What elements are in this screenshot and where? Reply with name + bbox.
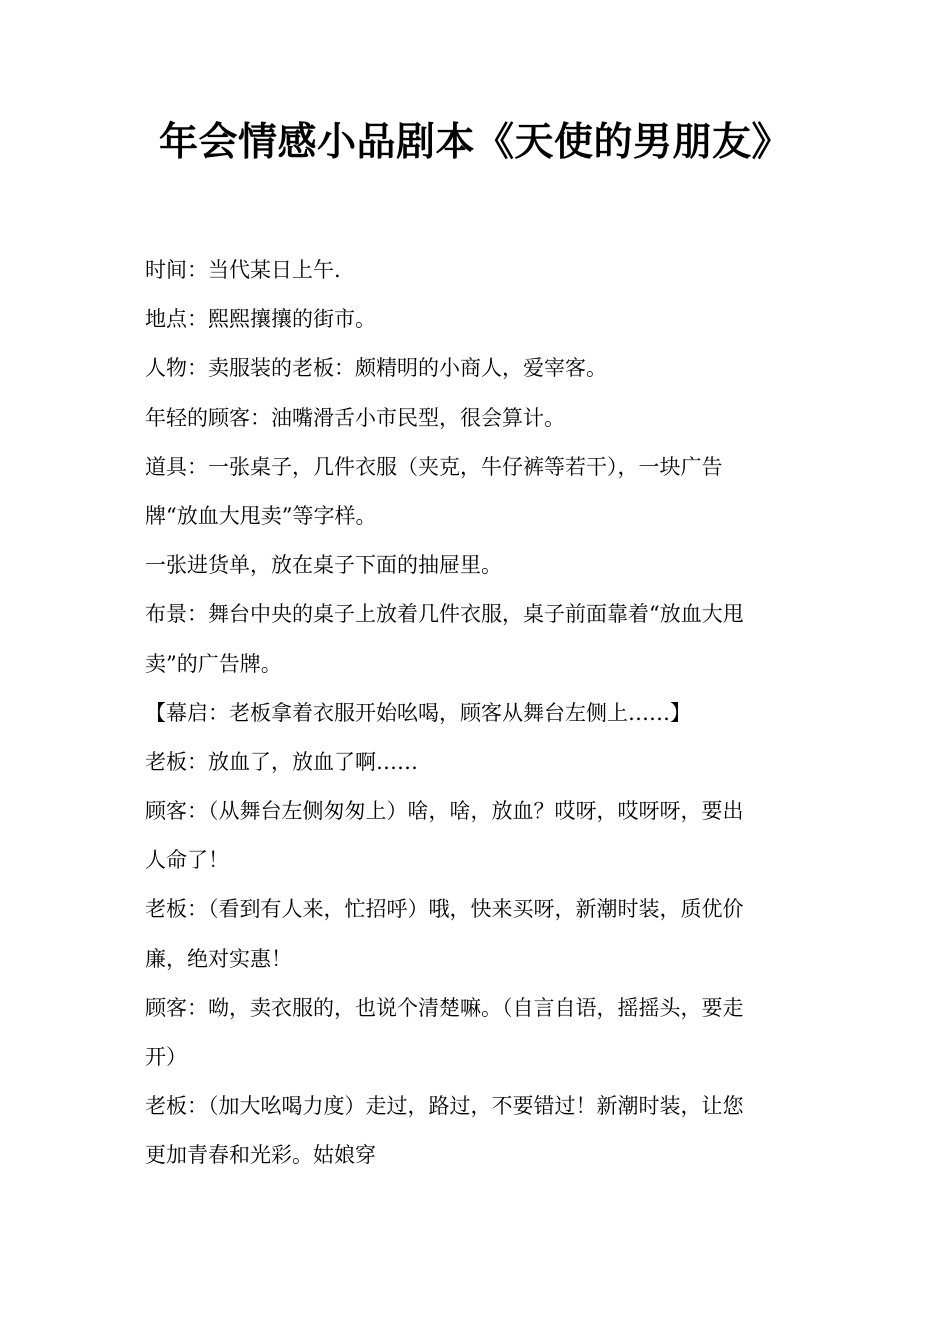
text-line-dialogue: 顾客：（从舞台左侧匆匆上）啥，啥，放血？哎呀，哎呀呀，要出 [145, 799, 744, 824]
text-line-scenery: 布景：舞台中央的桌子上放着几件衣服，桌子前面靠着“放血大甩 [145, 602, 744, 627]
document-title: 年会情感小品剧本《天使的男朋友》 [158, 120, 791, 165]
text-line-dialogue: 人命了！ [145, 848, 229, 873]
script-body [145, 246, 795, 1181]
text-line-scenery-cont: 卖”的广告牌。 [145, 651, 282, 676]
text-line-props-cont: 牌“放血大甩卖”等字样。 [145, 503, 377, 528]
text-line-characters: 人物：卖服装的老板：颇精明的小商人，爱宰客。 [145, 356, 607, 381]
text-line-dialogue: 更加青春和光彩。姑娘穿 [145, 1143, 376, 1168]
text-line-invoice: 一张进货单，放在桌子下面的抽屉里。 [145, 553, 502, 578]
text-line-dialogue: 顾客：呦，卖衣服的，也说个清楚嘛。（自言自语，摇摇头，要走 [145, 995, 744, 1020]
text-line-dialogue: 老板：（加大吆喝力度）走过，路过，不要错过！新潮时装，让您 [145, 1094, 744, 1119]
text-line-dialogue: 老板：放血了，放血了啊…… [145, 749, 418, 774]
text-line-dialogue: 老板：（看到有人来，忙招呼）哦，快来买呀，新潮时装，质优价 [145, 897, 744, 922]
text-line-dialogue: 开） [145, 1045, 187, 1069]
text-line-location: 地点：熙熙攘攘的街市。 [145, 307, 376, 332]
text-line-props: 道具：一张桌子，几件衣服（夹克，牛仔裤等若干），一块广告 [145, 454, 723, 479]
text-line-dialogue: 廉，绝对实惠！ [145, 946, 292, 971]
text-line-time: 时间：当代某日上午. [145, 258, 341, 282]
text-line-customer-role: 年轻的顾客：油嘴滑舌小市民型，很会算计。 [145, 405, 565, 430]
text-line-curtain-open: 【幕启：老板拿着衣服开始吆喝，顾客从舞台左侧上……】 [145, 700, 691, 725]
